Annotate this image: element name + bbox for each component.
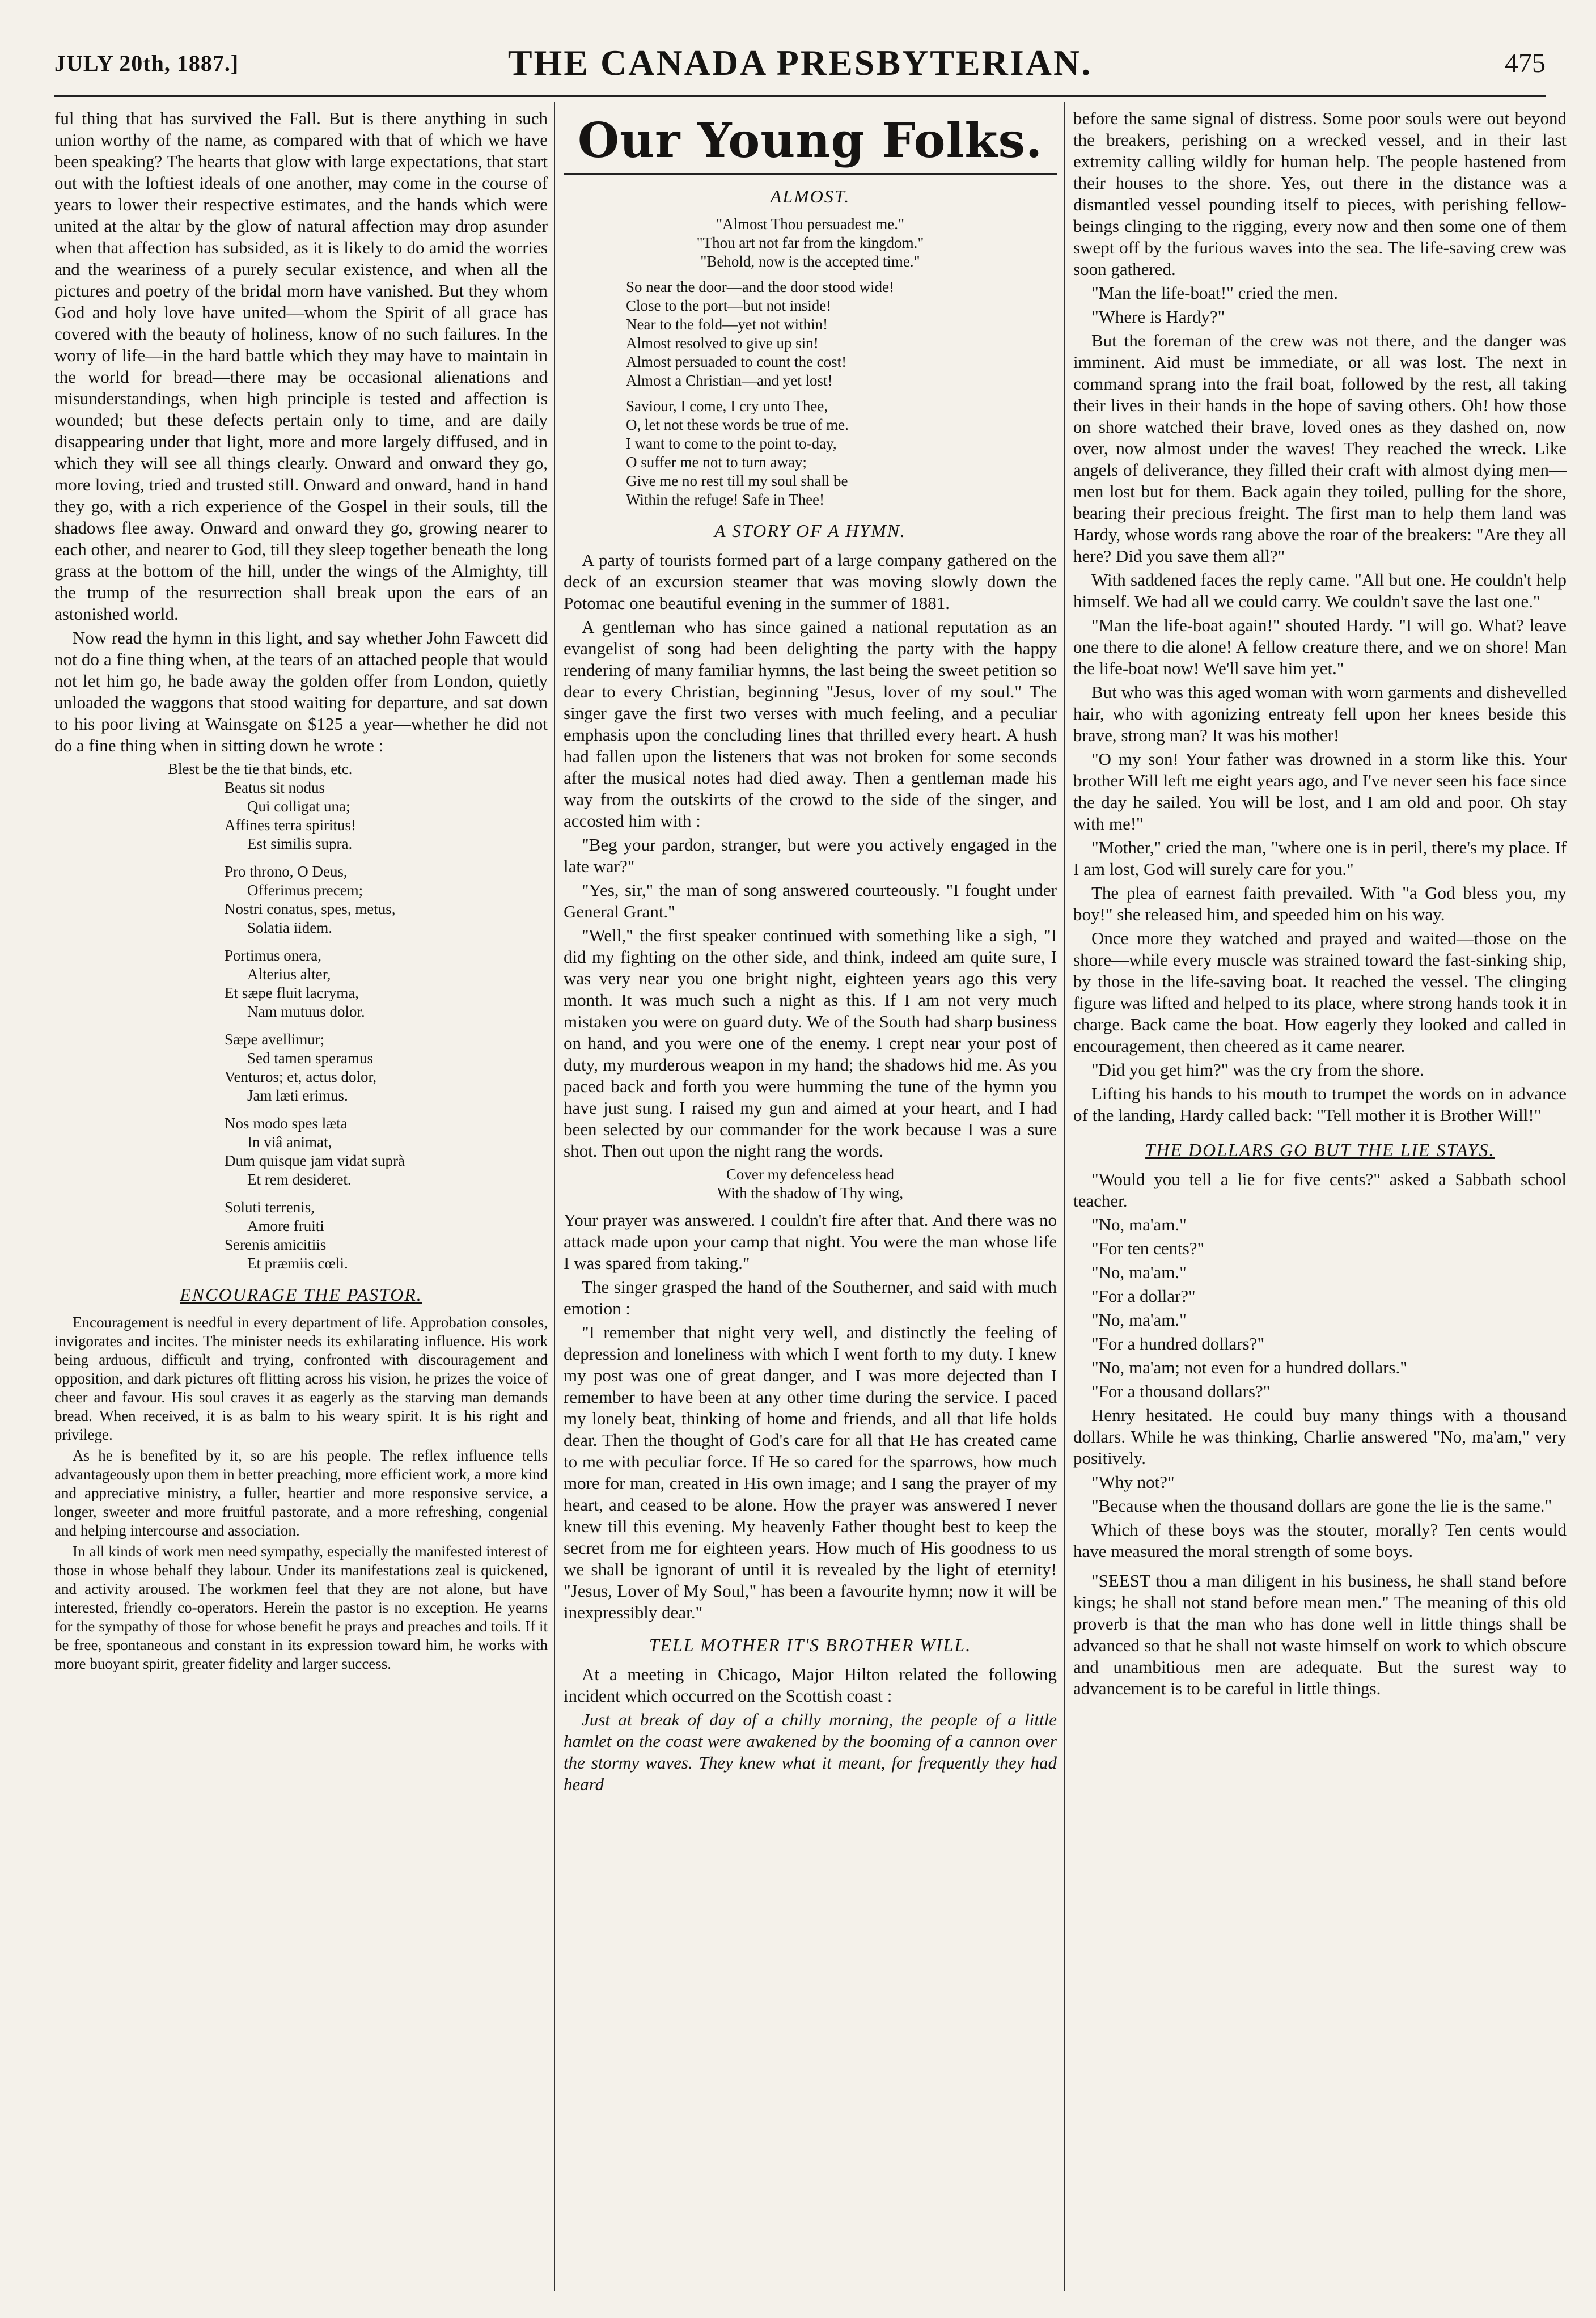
article-paragraph: "Because when the thousand dollars are gone the lie is the same." xyxy=(1091,1496,1552,1516)
article-paragraph: "For a dollar?" xyxy=(1091,1286,1196,1306)
article-paragraph: Lifting his hands to his mouth to trumpet the words on in advance of the landing, Hardy called back: "Tell mother it is Brother Will!" xyxy=(1073,1084,1567,1125)
section-masthead: Our Young Folks. xyxy=(577,112,1043,168)
verse-line: Venturos; et, actus dolor, xyxy=(225,1068,377,1085)
article-paragraph: "Why not?" xyxy=(1091,1472,1175,1492)
article-paragraph: "No, ma'am." xyxy=(1091,1215,1187,1234)
article-paragraph: A gentleman who has since gained a national reputation as an evangelist of song had been delighting the party with the happy rendering of many familiar hymns, the last being the sweet petition so dear to every Christian, beginning "Jesus, lover of my soul." The singer gave the first two verses with much feeling, and a peculiar emphasis upon the concluding lines that thrilled every heart. A hush had fallen upon the listeners that was not broken for some seconds after the musical notes had died away. Then a gentleman made his way from the outskirts of the crowd to the side of the singer, and accosted him with : xyxy=(564,617,1057,831)
article-paragraph: "For ten cents?" xyxy=(1091,1238,1205,1258)
article-paragraph: "Mother," cried the man, "where one is in peril, there's my place. If I am lost, God will surely care for you." xyxy=(1073,837,1567,879)
column-3 xyxy=(1073,108,1567,2285)
verse-line: Sed tamen speramus xyxy=(247,1050,373,1067)
article-paragraph: The plea of earnest faith prevailed. With "a God bless you, my boy!" she released him, and speeded him on his way. xyxy=(1073,883,1567,924)
verse-line: Et rem desideret. xyxy=(247,1171,352,1188)
article-paragraph: "SEEST thou a man diligent in his business, he shall stand before kings; he shall not stand before mean men." The meaning of this old proverb is that the man who has done well in little things shall be advanced so that he shall not waste himself on work to which obscure and unambitious men are adequate. But the surest way to advancement is to be careful in little things. xyxy=(1073,1571,1567,1698)
verse-line: Beatus sit nodus xyxy=(225,779,325,796)
article-paragraph: Which of these boys was the stouter, morally? Ten cents would have measured the moral strength of some boys. xyxy=(1073,1520,1567,1561)
article-paragraph: "For a hundred dollars?" xyxy=(1091,1334,1265,1353)
section-title-dollars: THE DOLLARS GO BUT THE LIE STAYS. xyxy=(1145,1140,1495,1160)
article-paragraph: "Yes, sir," the man of song answered courteously. "I fought under General Grant." xyxy=(564,880,1057,921)
article-paragraph: ful thing that has survived the Fall. But is there anything in such union worthy of the name, as compared with that of which we have been speaking? The hearts that glow with large expectations, that start out with the loftiest ideals of one another, may come in the course of years to lower their respective estimates, and the hands which were united at the altar by the glow of natural affection may drop asunder when that affection has subsided, as it is likely to do amid the worries and the weariness of a purely secular existence, and when all the pictures and poetry of the bridal morn have vanished. But they whom God and holy love have united—whom the Spirit of all grace has covered with the beauty of holiness, know of no such failures. In the worry of life—in the hard battle which they may have to maintain in the world for bread—there may be occasional alienations and misunderstandings, when high principle is tested and affection is wounded; but these defects pertain only to time, and are daily disappearing under that light, more and more largely diffused, and in which they will see all things clearly. Onward and onward they go, more loving, tried and trusted still. Onward and onward, hand in hand they go, with a rich experience of the Gospel in their souls, till the shadows flee away. Onward and onward they go, growing nearer to each other, and nearer to God, till they sleep together beneath the long grass at the bottom of the hill, under the wings of the Almighty, till the trump of the resurrection shall break upon the ears of an astonished world. xyxy=(54,108,548,624)
verse-line: Affines terra spiritus! xyxy=(225,817,356,834)
article-paragraph: A party of tourists formed part of a large company gathered on the deck of an excursion steamer that was moving slowly down the Potomac one beautiful evening in the summer of 1881. xyxy=(564,550,1057,613)
poem-title: ALMOST. xyxy=(770,186,850,206)
verse-line: Nos modo spes læta xyxy=(225,1115,348,1132)
article-paragraph: before the same signal of distress. Some poor souls were out beyond the breakers, perishing on a wrecked vessel, and in their last extremity calling wildly for human help. The people hastened from their houses to the shore. Yes, out there in the distance was a dismantled vessel pounding itself to pieces, with perishing fellow-beings clinging to the rigging, every now and then some one of them swept off by the furious waves into the sea. The life-saving crew was soon gathered. xyxy=(1073,108,1567,279)
verse-line: Offerimus precem; xyxy=(247,882,363,899)
article-paragraph: "Beg your pardon, stranger, but were you actively engaged in the late war?" xyxy=(564,835,1057,876)
article-paragraph: With saddened faces the reply came. "All but one. He couldn't help himself. We had all we could carry. We couldn't save the last one." xyxy=(1073,570,1567,611)
verse-line: Nam mutuus dolor. xyxy=(247,1003,365,1020)
section-title-encourage: ENCOURAGE THE PASTOR. xyxy=(180,1284,422,1305)
verse-line: Cover my defenceless head xyxy=(726,1166,895,1183)
article-paragraph: As he is benefited by it, so are his people. The reflex influence tells advantageously upon them in better preaching, more efficient work, a more kind and appreciative ministry, a fuller, heartier and more responsive service, a longer, sweeter and more fruitful pastorate, and a more refreshing, congenial and helping intercourse and association. xyxy=(54,1447,548,1539)
verse-line: Blest be the tie that binds, etc. xyxy=(168,760,353,777)
column-2 xyxy=(564,108,1057,2285)
header-rule xyxy=(54,95,1546,97)
poem-stanza xyxy=(564,278,1057,390)
page-header xyxy=(54,40,1546,94)
newspaper-title: THE CANADA PRESBYTERIAN. xyxy=(507,43,1093,83)
poem-stanza xyxy=(564,397,1057,509)
article-paragraph: In all kinds of work men need sympathy, especially the manifested interest of those in whose behalf they labour. Under its manifestations zeal is quickened, and activity aroused. The workmen feel that they are not alone, but have interested, friendly co-operators. Herein the pastor is no exception. He yearns for the sympathy of those for whose benefit he prays and preaches and toils. If it be free, spontaneous and constant in its expression toward him, he works with more buoyant spirit, greater fidelity and larger success. xyxy=(54,1543,548,1672)
article-paragraph: The singer grasped the hand of the Southerner, and said with much emotion : xyxy=(564,1277,1057,1318)
verse-line: Portimus onera, xyxy=(225,947,321,964)
section-title-tell-mother: TELL MOTHER IT'S BROTHER WILL. xyxy=(649,1635,972,1655)
verse-line: Pro throno, O Deus, xyxy=(225,863,348,880)
verse-line: I want to come to the point to-day, xyxy=(626,435,837,452)
column-1 xyxy=(54,108,548,2285)
article-paragraph: At a meeting in Chicago, Major Hilton related the following incident which occurred on the Scottish coast : xyxy=(564,1664,1057,1706)
article-paragraph: "Would you tell a lie for five cents?" asked a Sabbath school teacher. xyxy=(1073,1169,1567,1211)
article-paragraph: "I remember that night very well, and distinctly the feeling of depression and loneliness with which I went forth to my duty. I knew my post was one of great danger, and I was more dejected than I remember to have been at any other time during the service. I paced my lonely beat, thinking of home and friends, and all that life holds dear. Then the thought of God's care for all that He has created came to me with peculiar force. If He so cared for the sparrows, how much more for man, created in His own image; and I sang the prayer of my heart, and ceased to be alone. How the prayer was answered I never knew till this evening. My heavenly Father thought best to keep the secret from me for eighteen years. How much of His goodness to us we shall be ignorant of until it is revealed by the light of eternity! "Jesus, Lover of My Soul," has been a favourite hymn; now it will be inexpressibly dear." xyxy=(564,1322,1057,1622)
verse-line: Soluti terrenis, xyxy=(225,1199,315,1216)
article-paragraph: But the foreman of the crew was not there, and the danger was imminent. Aid must be immediate, or all was lost. The next in command sprang into the frail boat, followed by the rest, all taking their lives in their hands in the hope of saving others. Oh! how those on shore watched their brave, loved ones as they dashed on, now over, now almost under the waves! They reached the wreck. Like angels of deliverance, they filled their craft with almost dying men—men lost but for them. Back again they toiled, pulling for the shore, bearing their precious freight. The first man to help them land was Hardy, whose words rang above the roar of the breakers: "Are they all here? Did you save them all?" xyxy=(1073,331,1567,566)
verse-line: Jam læti erimus. xyxy=(247,1087,348,1104)
article-paragraph: "O my son! Your father was drowned in a storm like this. Your brother Will left me eight years ago, and I've never seen his face since the day he sailed. You will be lost, and I am old and poor. Oh stay with me!" xyxy=(1073,749,1567,834)
masthead-rule xyxy=(564,173,1057,175)
poem-epigraphs xyxy=(564,215,1057,271)
verse-line: Almost a Christian—and yet lost! xyxy=(626,372,833,389)
article-paragraph: Your prayer was answered. I couldn't fire after that. And there was no attack made upon your camp that night. You were the man whose life I was spared from taking." xyxy=(564,1210,1057,1273)
verse-line: Sæpe avellimur; xyxy=(225,1031,325,1048)
article-paragraph: Now read the hymn in this light, and say whether John Fawcett did not do a fine thing when, at the tears of an attached people that would not let him go, he bade away the golden offer from London, quietly unloaded the waggons that stood waiting for departure, and sat down to his poor living at Wainsgate on $125 a year—whether he did not do a fine thing when in sitting down he wrote : xyxy=(54,628,548,755)
verse-line: Almost resolved to give up sin! xyxy=(626,335,819,352)
verse-line: Amore fruiti xyxy=(247,1217,324,1234)
article-paragraph: But who was this aged woman with worn garments and dishevelled hair, who with agonizing entreaty fell upon her knees beside this brave, strong man? It was his mother! xyxy=(1073,682,1567,745)
epigraph-line: "Behold, now is the accepted time." xyxy=(700,253,920,270)
column-rule-2 xyxy=(1064,102,1065,2291)
column-rule-1 xyxy=(554,102,555,2291)
article-paragraph: "Well," the first speaker continued with something like a sigh, "I did my fighting on the other side, and think, indeed am quite sure, I was very near you one bright night, eighteen years ago this very month. It was much such a night as this. If I am not very much mistaken you were on guard duty. We of the South had sharp business on hand, and you were one of the enemy. I crept near your post of duty, my murderous weapon in my hand; the shadows hid me. As you paced back and forth you were humming the tune of the hymn you have just sung. I raised my gun and aimed at your heart, and I had been selected by our commander for the work because I was a sure shot. Then out upon the night rang the words. xyxy=(564,925,1057,1161)
epigraph-line: "Almost Thou persuadest me." xyxy=(716,215,904,232)
verse-line: Et sæpe fluit lacryma, xyxy=(225,984,359,1001)
article-paragraph: Just at break of day of a chilly morning, the people of a little hamlet on the coast were awakened by the booming of a cannon over the stormy waves. They knew what it meant, for frequently they had heard xyxy=(564,1710,1057,1794)
verse-line: Close to the port—but not inside! xyxy=(626,297,832,314)
verse-line: O, let not these words be true of me. xyxy=(626,416,849,433)
latin-hymn xyxy=(54,760,548,1273)
article-paragraph: "No, ma'am." xyxy=(1091,1262,1187,1282)
verse-line: O suffer me not to turn away; xyxy=(626,454,807,471)
article-paragraph: "No, ma'am." xyxy=(1091,1310,1187,1330)
verse-line: Near to the fold—yet not within! xyxy=(626,316,828,333)
article-paragraph: "Man the life-boat again!" shouted Hardy. "I will go. What? leave one there to die alone! A fellow creature there, and we on shore! Man the life-boat now! We'll save him yet." xyxy=(1073,615,1567,678)
verse-line: Qui colligat una; xyxy=(247,798,350,815)
verse-line: Et præmiis cœli. xyxy=(247,1255,348,1272)
hymn-couplet xyxy=(564,1165,1057,1203)
issue-date: JULY 20th, 1887.] xyxy=(54,50,239,76)
verse-line: So near the door—and the door stood wide! xyxy=(626,278,895,295)
verse-line: Give me no rest till my soul shall be xyxy=(626,472,848,489)
verse-line: Dum quisque jam vidat suprà xyxy=(225,1152,405,1169)
article-paragraph: "For a thousand dollars?" xyxy=(1091,1381,1271,1401)
article-paragraph: Henry hesitated. He could buy many things with a thousand dollars. While he was thinking, Charlie answered "No, ma'am," very positively. xyxy=(1073,1405,1567,1468)
verse-line: Saviour, I come, I cry unto Thee, xyxy=(626,397,828,414)
epigraph-line: "Thou art not far from the kingdom." xyxy=(696,234,924,251)
verse-line: Est similis supra. xyxy=(247,835,353,852)
verse-line: Nostri conatus, spes, metus, xyxy=(225,900,396,917)
verse-line: Serenis amicitiis xyxy=(225,1236,327,1253)
article-paragraph: Encouragement is needful in every department of life. Approbation consoles, invigorates and incites. The minister needs its exhilarating influence. His work being arduous, difficult and trying, confronted with discouragement and opposition, and dark pictures oft flitting across his vision, he prizes the voice of cheer and favour. His soul craves it as eagerly as the starving man demands bread. When received, it is as balm to his weary spirit. It is his right and privilege. xyxy=(54,1314,548,1443)
article-paragraph: Once more they watched and prayed and waited—those on the shore—while every muscle was strained toward the fast-sinking ship, by those in the life-saving boat. It reached the vessel. The clinging figure was lifted and helped to its place, where strong hands took it in charge. Back came the boat. How eagerly they looked and called in encouragement, then cheered as it came nearer. xyxy=(1073,928,1567,1056)
verse-line: With the shadow of Thy wing, xyxy=(717,1185,904,1202)
verse-line: Alterius alter, xyxy=(247,966,331,983)
verse-line: Almost persuaded to count the cost! xyxy=(626,353,847,370)
article-paragraph: "No, ma'am; not even for a hundred dollars." xyxy=(1091,1357,1407,1377)
page-number: 475 xyxy=(1505,48,1546,78)
article-paragraph: "Where is Hardy?" xyxy=(1091,307,1225,327)
verse-line: Solatia iidem. xyxy=(247,919,332,936)
article-paragraph: "Man the life-boat!" cried the men. xyxy=(1091,283,1339,303)
verse-line: In viâ animat, xyxy=(247,1133,332,1150)
article-paragraph: "Did you get him?" was the cry from the shore. xyxy=(1091,1060,1424,1080)
section-title-hymn: A STORY OF A HYMN. xyxy=(714,521,906,541)
verse-line: Within the refuge! Safe in Thee! xyxy=(626,491,825,508)
